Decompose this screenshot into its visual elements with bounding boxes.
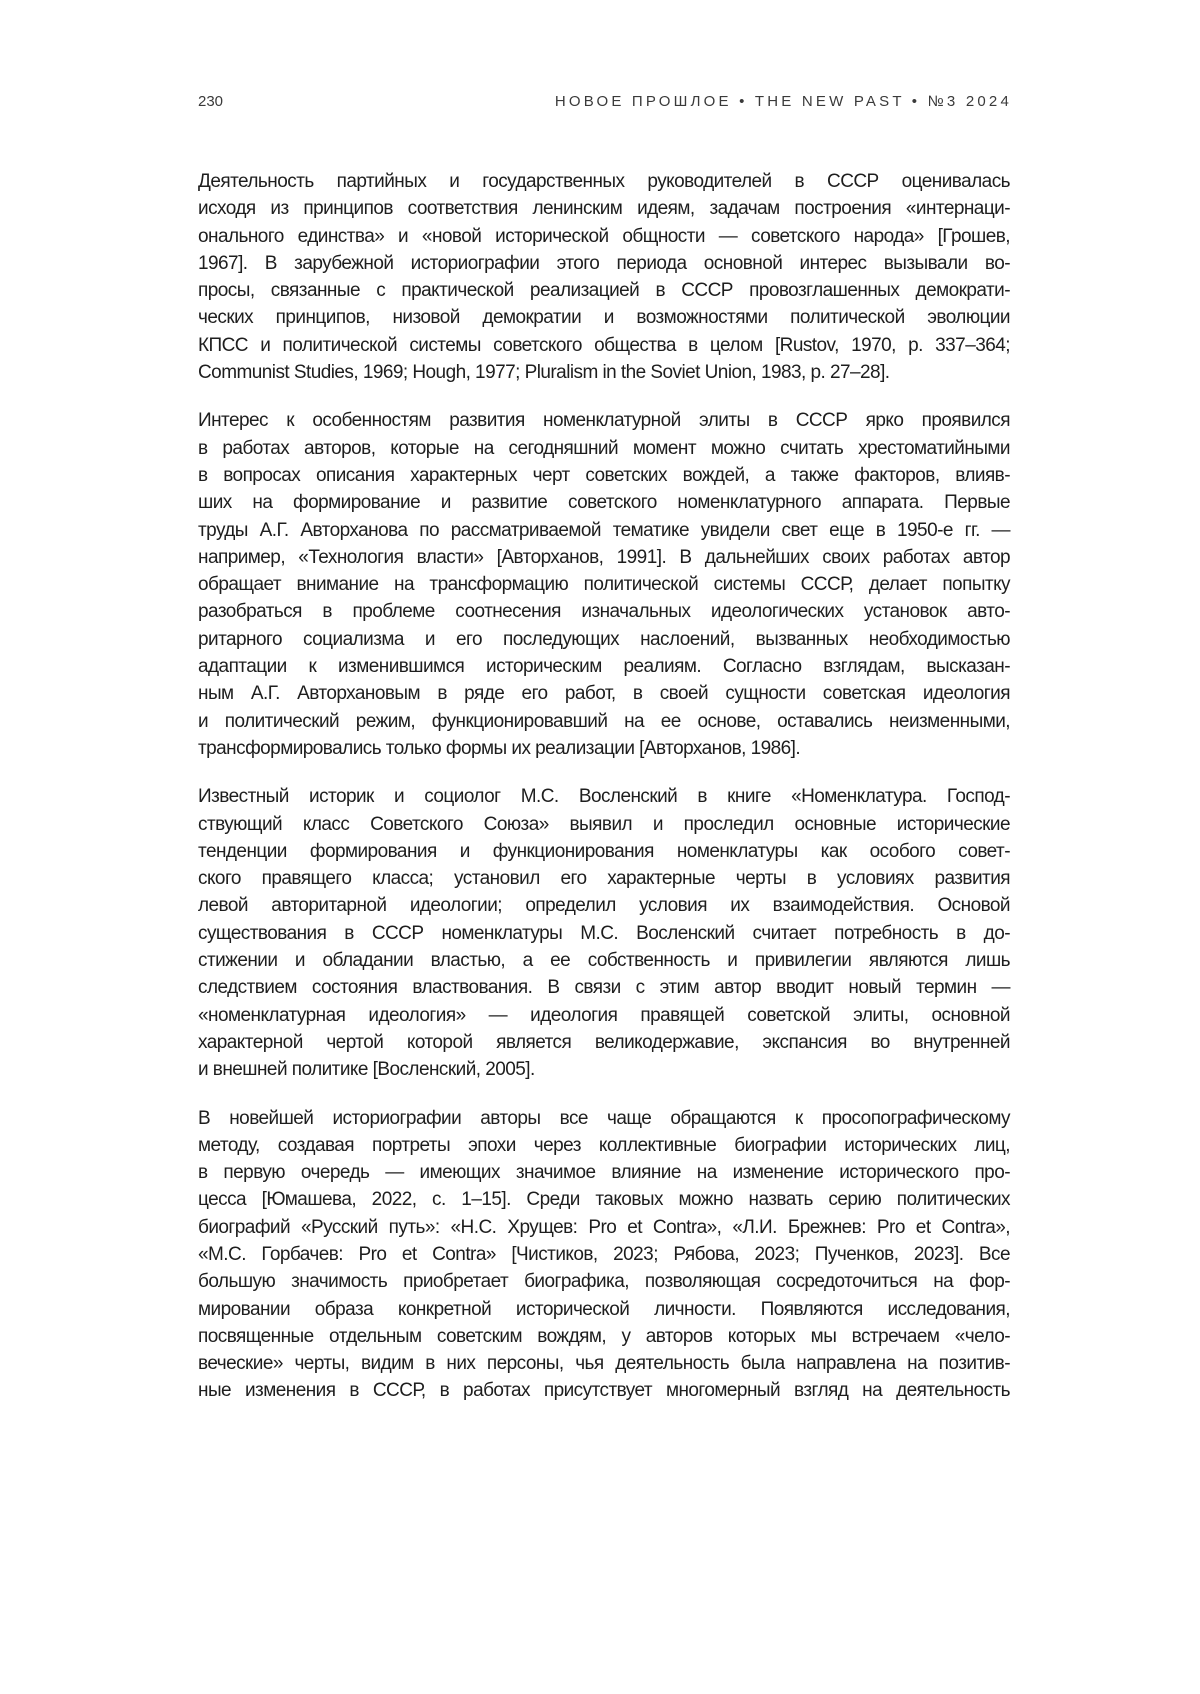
- text-line: КПСС и политической системы советского общества в целом [Rustov, 1970, p. 337–364;: [198, 332, 1010, 359]
- text-line: и политический режим, функционировавший на ее основе, оставались неизменными,: [198, 708, 1010, 735]
- paragraph: [198, 783, 1010, 1083]
- text-line: ные изменения в СССР, в работах присутствует многомерный взгляд на деятельность: [198, 1377, 1010, 1404]
- text-line: просы, связанные с практической реализацией в СССР провозглашенных демократи-: [198, 277, 1010, 304]
- text-line: трансформировались только формы их реализации [Авторханов, 1986].: [198, 735, 1010, 762]
- text-line: биографий «Русский путь»: «Н.С. Хрущев: Pro et Contra», «Л.И. Брежнев: Pro et Contra»,: [198, 1214, 1010, 1241]
- text-line: В новейшей историографии авторы все чаще обращаются к просопографическому: [198, 1105, 1010, 1132]
- text-line: «М.С. Горбачев: Pro et Contra» [Чистиков, 2023; Рябова, 2023; Пученков, 2023]. Все: [198, 1241, 1010, 1268]
- text-line: в первую очередь — имеющих значимое влияние на изменение исторического про-: [198, 1159, 1010, 1186]
- text-line: и внешней политике [Восленский, 2005].: [198, 1056, 1010, 1083]
- text-line: труды А.Г. Авторханова по рассматриваемой тематике увидели свет еще в 1950-е гг. —: [198, 517, 1010, 544]
- running-title: НОВОЕ ПРОШЛОЕ • THE NEW PAST • №3 2024: [555, 93, 1012, 110]
- text-line: методу, создавая портреты эпохи через коллективные биографии исторических лиц,: [198, 1132, 1010, 1159]
- text-line: 1967]. В зарубежной историографии этого периода основной интерес вызывали во-: [198, 250, 1010, 277]
- text-line: ритарного социализма и его последующих наслоений, вызванных необходимостью: [198, 626, 1010, 653]
- text-line: большую значимость приобретает биографика, позволяющая сосредоточиться на фор-: [198, 1268, 1010, 1295]
- text-line: веческие» черты, видим в них персоны, чья деятельность была направлена на позитив-: [198, 1350, 1010, 1377]
- text-line: обращает внимание на трансформацию политической системы СССР, делает попытку: [198, 571, 1010, 598]
- text-line: разобраться в проблеме соотнесения изначальных идеологических установок авто-: [198, 598, 1010, 625]
- text-line: в вопросах описания характерных черт советских вождей, а также факторов, влияв-: [198, 462, 1010, 489]
- text-line: тенденции формирования и функционирования номенклатуры как особого совет-: [198, 838, 1010, 865]
- text-line: онального единства» и «новой исторической общности — советского народа» [Грошев,: [198, 223, 1010, 250]
- text-line: адаптации к изменившимся историческим реалиям. Согласно взглядам, высказан-: [198, 653, 1010, 680]
- text-line: цесса [Юмашева, 2022, с. 1–15]. Среди таковых можно назвать серию политических: [198, 1186, 1010, 1213]
- text-line: ным А.Г. Авторхановым в ряде его работ, в своей сущности советская идеология: [198, 680, 1010, 707]
- text-line: Известный историк и социолог М.С. Восленский в книге «Номенклатура. Господ-: [198, 783, 1010, 810]
- text-line: стижении и обладании властью, а ее собственность и привилегии являются лишь: [198, 947, 1010, 974]
- text-line: существования в СССР номенклатуры М.С. Восленский считает потребность в до-: [198, 920, 1010, 947]
- page-number: 230: [198, 93, 223, 110]
- text-line: мировании образа конкретной исторической личности. Появляются исследования,: [198, 1296, 1010, 1323]
- text-line: ших на формирование и развитие советского номенклатурного аппарата. Первые: [198, 489, 1010, 516]
- text-line: Деятельность партийных и государственных руководителей в СССР оценивалась: [198, 168, 1010, 195]
- text-line: характерной чертой которой является великодержавие, экспансия во внутренней: [198, 1029, 1010, 1056]
- text-line: Интерес к особенностям развития номенклатурной элиты в СССР ярко проявился: [198, 407, 1010, 434]
- text-line: следствием состояния властвования. В связи с этим автор вводит новый термин —: [198, 974, 1010, 1001]
- text-line: ского правящего класса; установил его характерные черты в условиях развития: [198, 865, 1010, 892]
- text-line: ствующий класс Советского Союза» выявил и проследил основные исторические: [198, 811, 1010, 838]
- text-line: в работах авторов, которые на сегодняшний момент можно считать хрестоматийными: [198, 435, 1010, 462]
- paragraph: [198, 168, 1010, 386]
- text-line: «номенклатурная идеология» — идеология правящей советской элиты, основной: [198, 1002, 1010, 1029]
- text-line: например, «Технология власти» [Авторханов, 1991]. В дальнейших своих работах автор: [198, 544, 1010, 571]
- paragraph: [198, 1105, 1010, 1405]
- text-line: ческих принципов, низовой демократии и возможностями политической эволюции: [198, 304, 1010, 331]
- page-header: [198, 93, 1012, 115]
- text-line: посвященные отдельным советским вождям, у авторов которых мы встречаем «чело-: [198, 1323, 1010, 1350]
- text-line: исходя из принципов соответствия ленинским идеям, задачам построения «интернаци-: [198, 195, 1010, 222]
- text-line: левой авторитарной идеологии; определил условия их взаимодействия. Основой: [198, 892, 1010, 919]
- paragraph: [198, 407, 1010, 762]
- article-body: [198, 168, 1010, 1426]
- text-line: Communist Studies, 1969; Hough, 1977; Pluralism in the Soviet Union, 1983, p. 27–28].: [198, 359, 1010, 386]
